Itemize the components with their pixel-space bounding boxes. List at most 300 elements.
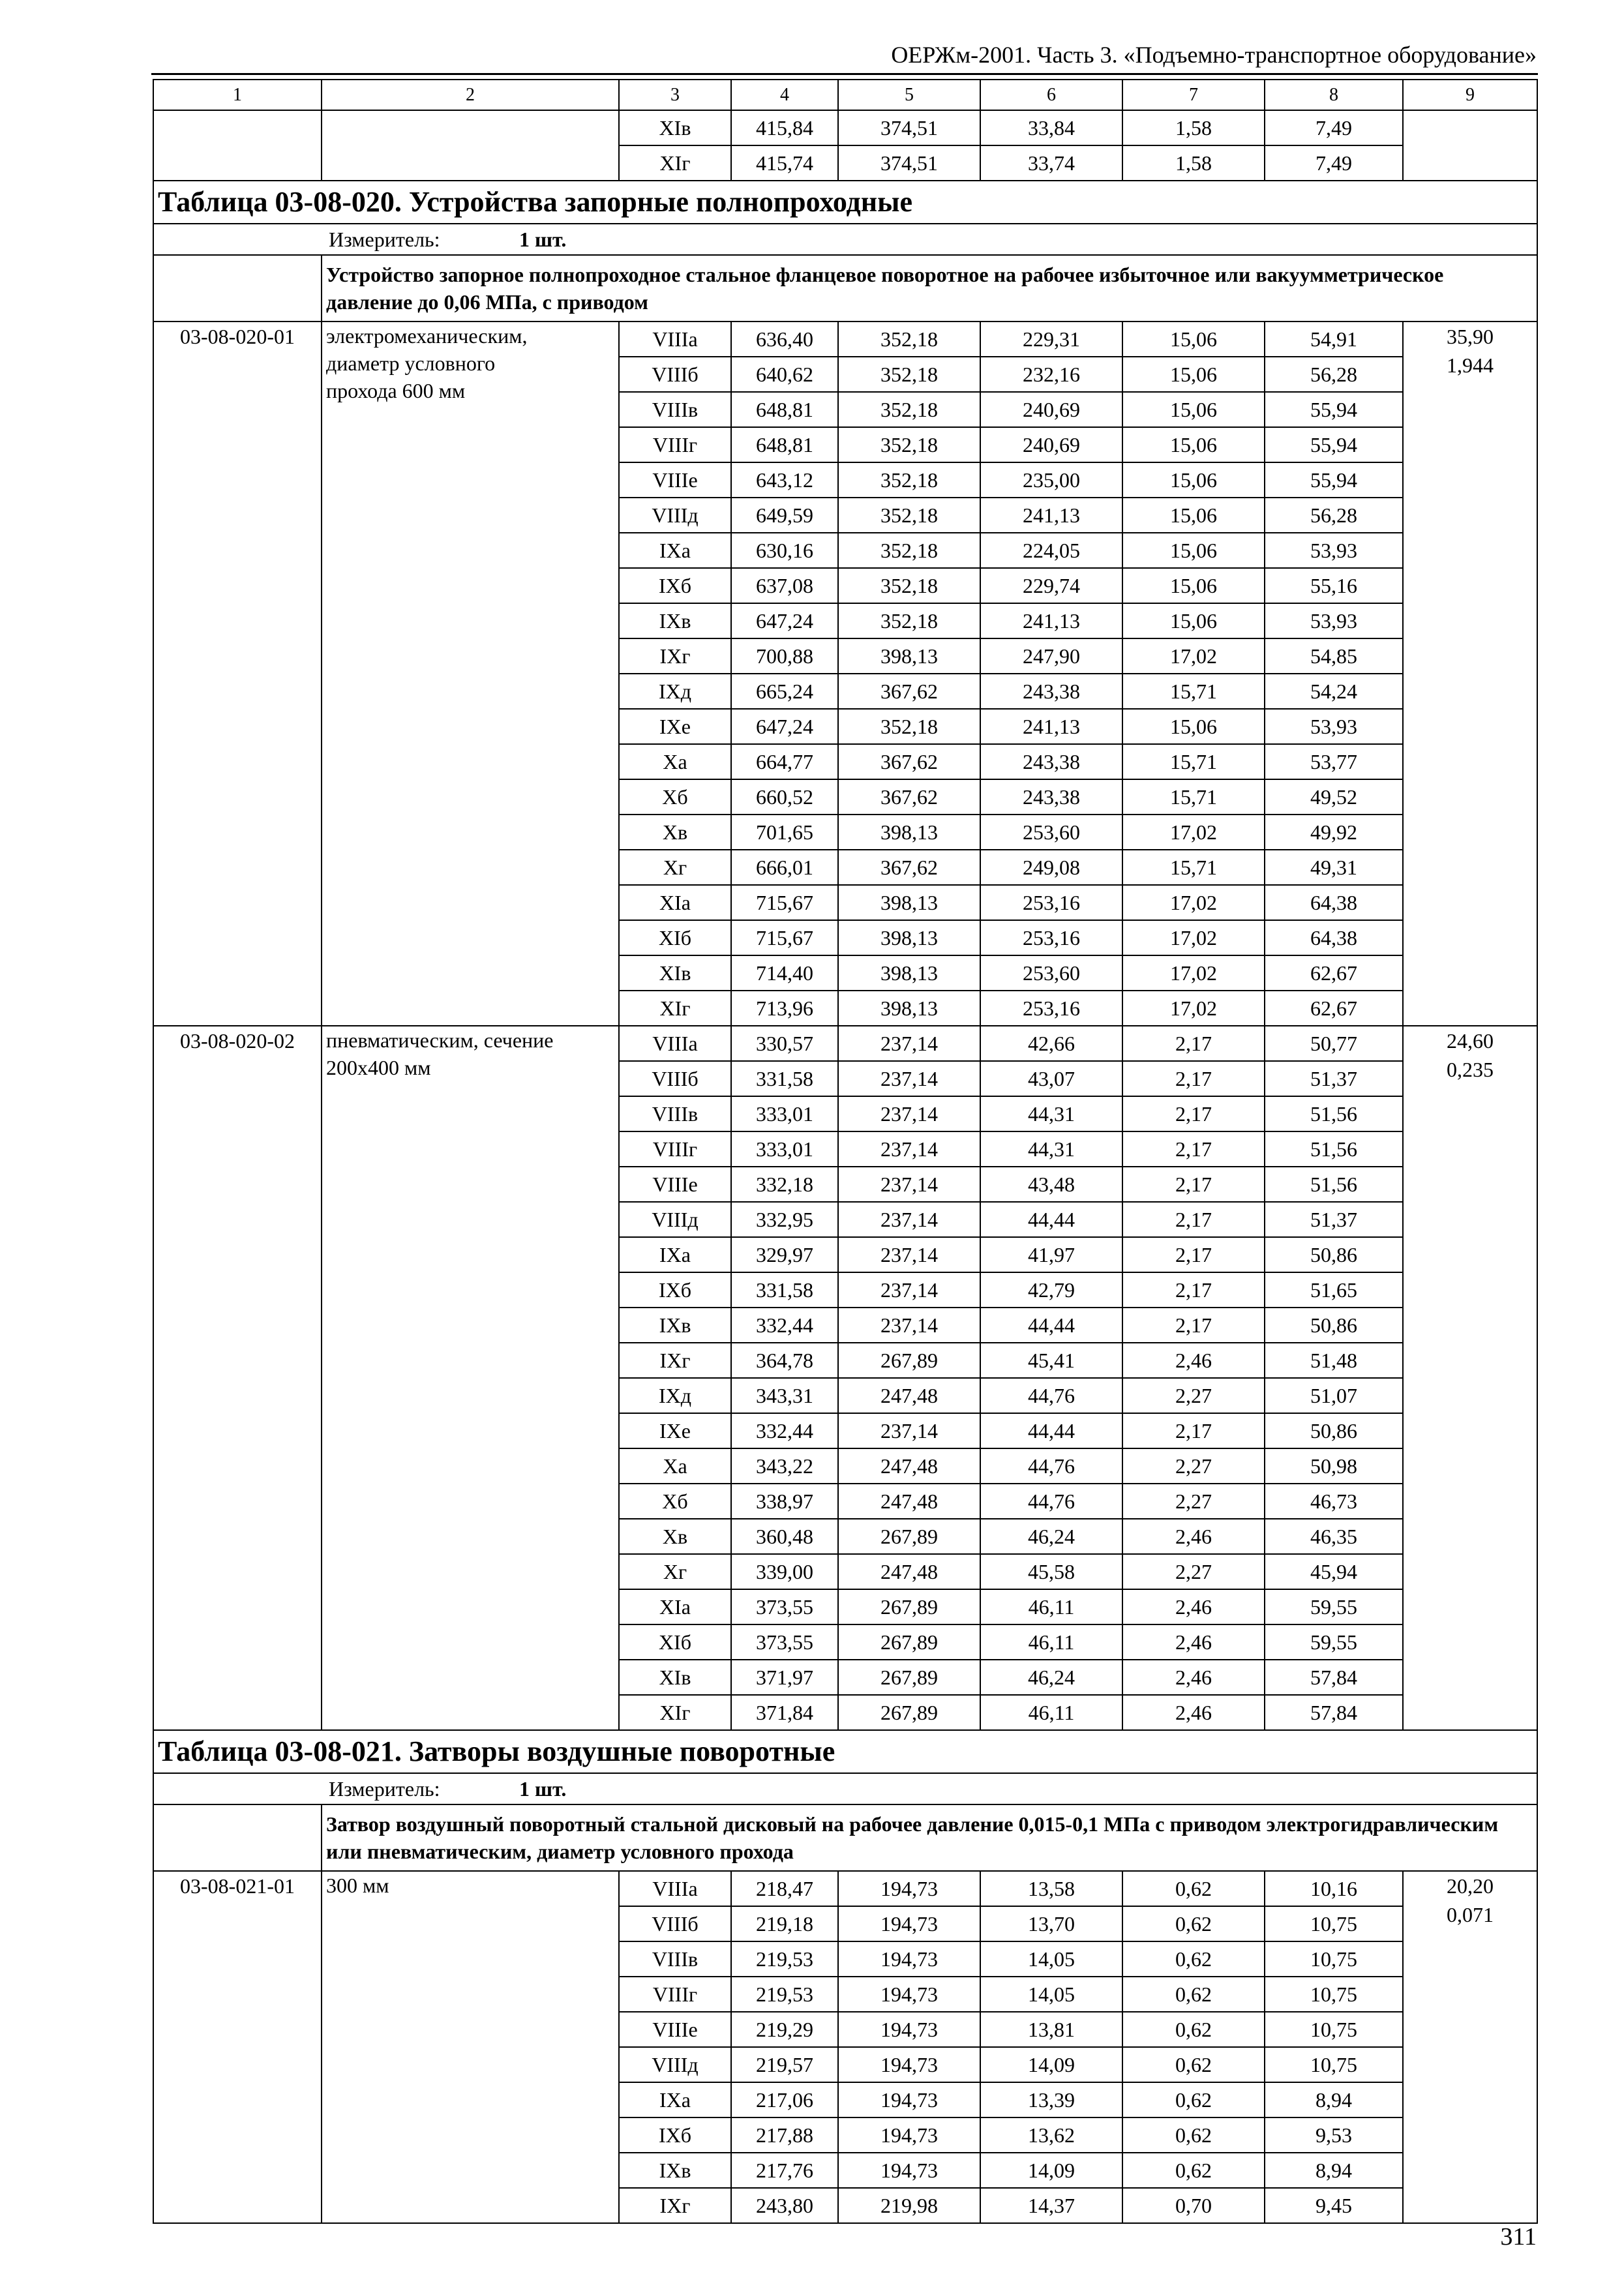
value-cell: 54,85 bbox=[1265, 638, 1403, 674]
value-cell: 13,58 bbox=[980, 1871, 1122, 1906]
region-cell: XIв bbox=[619, 955, 731, 991]
region-cell: Xв bbox=[619, 815, 731, 850]
value-cell: 53,77 bbox=[1265, 744, 1403, 779]
value-cell: 640,62 bbox=[731, 357, 838, 392]
value-cell: 0,62 bbox=[1122, 1906, 1265, 1941]
value-cell: 647,24 bbox=[731, 603, 838, 638]
description-cell bbox=[322, 1871, 619, 2223]
value-cell: 51,56 bbox=[1265, 1131, 1403, 1167]
value-cell: 53,93 bbox=[1265, 603, 1403, 638]
value-cell: 44,76 bbox=[980, 1484, 1122, 1519]
value-cell: 50,86 bbox=[1265, 1308, 1403, 1343]
value-cell: 14,37 bbox=[980, 2188, 1122, 2223]
region-cell: IXд bbox=[619, 1378, 731, 1413]
value-cell: 46,11 bbox=[980, 1695, 1122, 1730]
value-cell: 17,02 bbox=[1122, 955, 1265, 991]
value-cell: 10,75 bbox=[1265, 1906, 1403, 1941]
value-cell: 1,58 bbox=[1122, 110, 1265, 145]
column-number: 7 bbox=[1122, 80, 1265, 110]
value-cell: 15,06 bbox=[1122, 322, 1265, 357]
region-cell: VIIIв bbox=[619, 1096, 731, 1131]
value-cell: 0,62 bbox=[1122, 2082, 1265, 2117]
value-cell: 267,89 bbox=[838, 1695, 980, 1730]
value-cell: 352,18 bbox=[838, 603, 980, 638]
value-cell: 253,16 bbox=[980, 920, 1122, 955]
value-cell: 637,08 bbox=[731, 568, 838, 603]
value-cell: 647,24 bbox=[731, 709, 838, 744]
value-cell: 62,67 bbox=[1265, 955, 1403, 991]
code-cell: 03-08-020-01 bbox=[153, 322, 322, 1026]
value-cell: 2,27 bbox=[1122, 1554, 1265, 1589]
value-cell: 45,58 bbox=[980, 1554, 1122, 1589]
value-cell: 194,73 bbox=[838, 1906, 980, 1941]
value-cell: 46,11 bbox=[980, 1624, 1122, 1660]
value-cell: 51,37 bbox=[1265, 1202, 1403, 1237]
table-row bbox=[153, 322, 1537, 357]
region-cell: VIIIб bbox=[619, 357, 731, 392]
value-cell: 2,46 bbox=[1122, 1695, 1265, 1730]
value-cell: 332,44 bbox=[731, 1308, 838, 1343]
value-cell: 55,94 bbox=[1265, 462, 1403, 498]
value-cell: 237,14 bbox=[838, 1272, 980, 1308]
section-row bbox=[153, 255, 1537, 322]
value-cell: 56,28 bbox=[1265, 498, 1403, 533]
value-cell: 2,17 bbox=[1122, 1131, 1265, 1167]
value-cell: 2,17 bbox=[1122, 1026, 1265, 1061]
value-cell: 15,06 bbox=[1122, 392, 1265, 427]
value-cell: 45,41 bbox=[980, 1343, 1122, 1378]
region-cell: Xа bbox=[619, 744, 731, 779]
value-cell: 49,31 bbox=[1265, 850, 1403, 885]
value-cell: 329,97 bbox=[731, 1237, 838, 1272]
value-cell: 235,00 bbox=[980, 462, 1122, 498]
value-cell: 10,75 bbox=[1265, 2012, 1403, 2047]
value-cell: 194,73 bbox=[838, 1871, 980, 1906]
value-cell: 398,13 bbox=[838, 815, 980, 850]
value-cell: 237,14 bbox=[838, 1308, 980, 1343]
value-cell: 241,13 bbox=[980, 498, 1122, 533]
value-cell: 10,75 bbox=[1265, 1977, 1403, 2012]
table-title: Таблица 03-08-020. Устройства запорные полнопроходные bbox=[153, 181, 1537, 224]
value-cell: 15,06 bbox=[1122, 357, 1265, 392]
value-cell: 415,84 bbox=[731, 110, 838, 145]
column-number-row bbox=[153, 80, 1537, 110]
value-cell: 714,40 bbox=[731, 955, 838, 991]
value-cell: 49,52 bbox=[1265, 779, 1403, 815]
running-header: ОЕРЖм-2001. Часть 3. «Подъемно-транспортное оборудование» bbox=[891, 42, 1537, 68]
region-cell: IXе bbox=[619, 709, 731, 744]
value-cell: 46,11 bbox=[980, 1589, 1122, 1624]
value-cell: 267,89 bbox=[838, 1660, 980, 1695]
value-cell: 0,70 bbox=[1122, 2188, 1265, 2223]
value-cell: 237,14 bbox=[838, 1413, 980, 1448]
description-line: 200х400 мм bbox=[326, 1056, 431, 1079]
value-cell: 15,71 bbox=[1122, 674, 1265, 709]
value-cell: 367,62 bbox=[838, 779, 980, 815]
table-title-row bbox=[153, 1730, 1537, 1773]
region-cell: IXб bbox=[619, 568, 731, 603]
value-cell: 237,14 bbox=[838, 1131, 980, 1167]
value-cell: 237,14 bbox=[838, 1096, 980, 1131]
value-cell: 398,13 bbox=[838, 885, 980, 920]
region-cell: XIв bbox=[619, 110, 731, 145]
value-cell: 9,45 bbox=[1265, 2188, 1403, 2223]
value-cell: 49,92 bbox=[1265, 815, 1403, 850]
value-cell: 352,18 bbox=[838, 427, 980, 462]
region-cell: Xб bbox=[619, 1484, 731, 1519]
table-row bbox=[153, 1871, 1537, 1906]
value-cell: 352,18 bbox=[838, 533, 980, 568]
value-cell: 0,62 bbox=[1122, 2047, 1265, 2082]
value-cell: 415,74 bbox=[731, 145, 838, 181]
value-cell: 44,44 bbox=[980, 1308, 1122, 1343]
region-cell: IXв bbox=[619, 603, 731, 638]
col9-cell bbox=[1403, 1026, 1537, 1730]
col9-value: 0,235 bbox=[1447, 1058, 1494, 1081]
value-cell: 8,94 bbox=[1265, 2082, 1403, 2117]
value-cell: 367,62 bbox=[838, 744, 980, 779]
value-cell: 243,38 bbox=[980, 744, 1122, 779]
region-cell: IXв bbox=[619, 1308, 731, 1343]
value-cell: 46,35 bbox=[1265, 1519, 1403, 1554]
region-cell: XIб bbox=[619, 920, 731, 955]
description-line: прохода 600 мм bbox=[326, 379, 466, 402]
region-cell: VIIIг bbox=[619, 427, 731, 462]
value-cell: 17,02 bbox=[1122, 920, 1265, 955]
value-cell: 332,18 bbox=[731, 1167, 838, 1202]
value-cell: 253,16 bbox=[980, 991, 1122, 1026]
value-cell: 55,16 bbox=[1265, 568, 1403, 603]
value-cell: 194,73 bbox=[838, 1941, 980, 1977]
value-cell: 51,56 bbox=[1265, 1096, 1403, 1131]
value-cell: 194,73 bbox=[838, 2012, 980, 2047]
description-cell bbox=[322, 1026, 619, 1730]
value-cell: 55,94 bbox=[1265, 427, 1403, 462]
value-cell: 219,29 bbox=[731, 2012, 838, 2047]
col9-value: 20,20 bbox=[1447, 1874, 1494, 1898]
value-cell: 41,97 bbox=[980, 1237, 1122, 1272]
value-cell: 229,74 bbox=[980, 568, 1122, 603]
section-indent-cell bbox=[153, 255, 322, 322]
value-cell: 240,69 bbox=[980, 392, 1122, 427]
region-cell: XIа bbox=[619, 885, 731, 920]
value-cell: 643,12 bbox=[731, 462, 838, 498]
value-cell: 55,94 bbox=[1265, 392, 1403, 427]
col9-value: 1,944 bbox=[1447, 353, 1494, 377]
value-cell: 14,05 bbox=[980, 1977, 1122, 2012]
value-cell: 373,55 bbox=[731, 1589, 838, 1624]
value-cell: 398,13 bbox=[838, 638, 980, 674]
value-cell: 648,81 bbox=[731, 392, 838, 427]
value-cell: 332,95 bbox=[731, 1202, 838, 1237]
value-cell: 352,18 bbox=[838, 357, 980, 392]
value-cell: 398,13 bbox=[838, 955, 980, 991]
value-cell: 10,75 bbox=[1265, 2047, 1403, 2082]
value-cell: 194,73 bbox=[838, 2117, 980, 2153]
region-cell: IXа bbox=[619, 1237, 731, 1272]
value-cell: 237,14 bbox=[838, 1026, 980, 1061]
value-cell: 7,49 bbox=[1265, 110, 1403, 145]
region-cell: IXг bbox=[619, 2188, 731, 2223]
value-cell: 17,02 bbox=[1122, 885, 1265, 920]
table-title-row bbox=[153, 181, 1537, 224]
section-indent-cell bbox=[153, 1804, 322, 1871]
region-cell: VIIIг bbox=[619, 1977, 731, 2012]
value-cell: 253,16 bbox=[980, 885, 1122, 920]
value-cell: 2,17 bbox=[1122, 1061, 1265, 1096]
value-cell: 343,22 bbox=[731, 1448, 838, 1484]
value-cell: 243,38 bbox=[980, 779, 1122, 815]
value-cell: 14,09 bbox=[980, 2047, 1122, 2082]
meter-label: Измеритель: bbox=[329, 1777, 440, 1801]
value-cell: 13,70 bbox=[980, 1906, 1122, 1941]
value-cell: 217,06 bbox=[731, 2082, 838, 2117]
value-cell: 701,65 bbox=[731, 815, 838, 850]
value-cell: 45,94 bbox=[1265, 1554, 1403, 1589]
column-number: 2 bbox=[322, 80, 619, 110]
value-cell: 352,18 bbox=[838, 498, 980, 533]
value-cell: 2,46 bbox=[1122, 1519, 1265, 1554]
value-cell: 44,31 bbox=[980, 1131, 1122, 1167]
value-cell: 664,77 bbox=[731, 744, 838, 779]
value-cell: 352,18 bbox=[838, 462, 980, 498]
section-heading: Затвор воздушный поворотный стальной дисковый на рабочее давление 0,015-0,1 МПа с приводом электрогидравлическим или пневматическим, диаметр условного прохода bbox=[322, 1804, 1537, 1871]
value-cell: 243,38 bbox=[980, 674, 1122, 709]
value-cell: 398,13 bbox=[838, 920, 980, 955]
value-cell: 374,51 bbox=[838, 110, 980, 145]
value-cell: 50,86 bbox=[1265, 1413, 1403, 1448]
value-cell: 2,17 bbox=[1122, 1096, 1265, 1131]
col9-value: 24,60 bbox=[1447, 1029, 1494, 1053]
value-cell: 43,48 bbox=[980, 1167, 1122, 1202]
region-cell: VIIIд bbox=[619, 1202, 731, 1237]
value-cell: 2,27 bbox=[1122, 1378, 1265, 1413]
region-cell: VIIIе bbox=[619, 2012, 731, 2047]
value-cell: 64,38 bbox=[1265, 920, 1403, 955]
value-cell: 13,62 bbox=[980, 2117, 1122, 2153]
value-cell: 15,06 bbox=[1122, 427, 1265, 462]
value-cell: 249,08 bbox=[980, 850, 1122, 885]
description-cell bbox=[322, 322, 619, 1026]
value-cell: 46,24 bbox=[980, 1519, 1122, 1554]
value-cell: 2,27 bbox=[1122, 1484, 1265, 1519]
value-cell: 44,44 bbox=[980, 1413, 1122, 1448]
value-cell: 360,48 bbox=[731, 1519, 838, 1554]
value-cell: 10,75 bbox=[1265, 1941, 1403, 1977]
value-cell: 374,51 bbox=[838, 145, 980, 181]
code-cell: 03-08-020-02 bbox=[153, 1026, 322, 1730]
value-cell: 53,93 bbox=[1265, 533, 1403, 568]
region-cell: VIIIв bbox=[619, 1941, 731, 1977]
value-cell: 247,48 bbox=[838, 1484, 980, 1519]
value-cell: 17,02 bbox=[1122, 638, 1265, 674]
region-cell: VIIIа bbox=[619, 322, 731, 357]
region-cell: XIб bbox=[619, 1624, 731, 1660]
value-cell: 333,01 bbox=[731, 1096, 838, 1131]
value-cell: 50,77 bbox=[1265, 1026, 1403, 1061]
value-cell: 331,58 bbox=[731, 1272, 838, 1308]
region-cell: Xб bbox=[619, 779, 731, 815]
value-cell: 241,13 bbox=[980, 603, 1122, 638]
region-cell: VIIIд bbox=[619, 498, 731, 533]
value-cell: 54,91 bbox=[1265, 322, 1403, 357]
value-cell: 44,76 bbox=[980, 1448, 1122, 1484]
value-cell: 42,66 bbox=[980, 1026, 1122, 1061]
value-cell: 51,65 bbox=[1265, 1272, 1403, 1308]
value-cell: 332,44 bbox=[731, 1413, 838, 1448]
region-cell: IXб bbox=[619, 2117, 731, 2153]
value-cell: 15,71 bbox=[1122, 850, 1265, 885]
value-cell: 267,89 bbox=[838, 1589, 980, 1624]
value-cell: 42,79 bbox=[980, 1272, 1122, 1308]
value-cell: 253,60 bbox=[980, 955, 1122, 991]
value-cell: 46,24 bbox=[980, 1660, 1122, 1695]
region-cell: Xв bbox=[619, 1519, 731, 1554]
value-cell: 14,09 bbox=[980, 2153, 1122, 2188]
col9-cell bbox=[1403, 322, 1537, 1026]
value-cell: 13,81 bbox=[980, 2012, 1122, 2047]
region-cell: VIIIв bbox=[619, 392, 731, 427]
region-cell: XIг bbox=[619, 1695, 731, 1730]
value-cell: 0,62 bbox=[1122, 1871, 1265, 1906]
column-number: 6 bbox=[980, 80, 1122, 110]
value-cell: 17,02 bbox=[1122, 815, 1265, 850]
value-cell: 229,31 bbox=[980, 322, 1122, 357]
value-cell: 0,62 bbox=[1122, 1977, 1265, 2012]
value-cell: 364,78 bbox=[731, 1343, 838, 1378]
value-cell: 64,38 bbox=[1265, 885, 1403, 920]
value-cell: 373,55 bbox=[731, 1624, 838, 1660]
region-cell: VIIIе bbox=[619, 1167, 731, 1202]
value-cell: 15,06 bbox=[1122, 533, 1265, 568]
value-cell: 247,48 bbox=[838, 1448, 980, 1484]
value-cell: 338,97 bbox=[731, 1484, 838, 1519]
value-cell: 57,84 bbox=[1265, 1695, 1403, 1730]
meter-row bbox=[153, 224, 1537, 255]
value-cell: 232,16 bbox=[980, 357, 1122, 392]
region-cell: IXа bbox=[619, 2082, 731, 2117]
region-cell: IXв bbox=[619, 2153, 731, 2188]
region-cell: Xг bbox=[619, 850, 731, 885]
region-cell: IXа bbox=[619, 533, 731, 568]
value-cell: 46,73 bbox=[1265, 1484, 1403, 1519]
value-cell: 56,28 bbox=[1265, 357, 1403, 392]
value-cell: 15,06 bbox=[1122, 603, 1265, 638]
value-cell: 267,89 bbox=[838, 1343, 980, 1378]
value-cell: 630,16 bbox=[731, 533, 838, 568]
value-cell: 17,02 bbox=[1122, 991, 1265, 1026]
value-cell: 352,18 bbox=[838, 709, 980, 744]
value-cell: 267,89 bbox=[838, 1519, 980, 1554]
value-cell: 0,62 bbox=[1122, 2117, 1265, 2153]
value-cell: 51,48 bbox=[1265, 1343, 1403, 1378]
section-heading: Устройство запорное полнопроходное стальное фланцевое поворотное на рабочее избыточное или вакуумметрическое давление до 0,06 МПа, с приводом bbox=[322, 255, 1537, 322]
value-cell: 8,94 bbox=[1265, 2153, 1403, 2188]
value-cell: 15,06 bbox=[1122, 462, 1265, 498]
value-cell: 398,13 bbox=[838, 991, 980, 1026]
value-cell: 50,98 bbox=[1265, 1448, 1403, 1484]
value-cell: 7,49 bbox=[1265, 145, 1403, 181]
meter-cell bbox=[153, 1773, 1537, 1804]
value-cell: 0,62 bbox=[1122, 2153, 1265, 2188]
region-cell: IXб bbox=[619, 1272, 731, 1308]
value-cell: 247,90 bbox=[980, 638, 1122, 674]
value-cell: 194,73 bbox=[838, 2082, 980, 2117]
value-cell: 33,84 bbox=[980, 110, 1122, 145]
value-cell: 44,44 bbox=[980, 1202, 1122, 1237]
region-cell: VIIIб bbox=[619, 1906, 731, 1941]
header-rule bbox=[151, 73, 1538, 75]
value-cell: 14,05 bbox=[980, 1941, 1122, 1977]
value-cell: 2,46 bbox=[1122, 1589, 1265, 1624]
price-table bbox=[153, 79, 1538, 2224]
table-title: Таблица 03-08-021. Затворы воздушные поворотные bbox=[153, 1730, 1537, 1773]
value-cell: 15,71 bbox=[1122, 779, 1265, 815]
region-cell: IXд bbox=[619, 674, 731, 709]
value-cell: 352,18 bbox=[838, 322, 980, 357]
value-cell: 237,14 bbox=[838, 1061, 980, 1096]
value-cell: 62,67 bbox=[1265, 991, 1403, 1026]
value-cell: 240,69 bbox=[980, 427, 1122, 462]
value-cell: 2,17 bbox=[1122, 1308, 1265, 1343]
region-cell: IXг bbox=[619, 638, 731, 674]
value-cell: 649,59 bbox=[731, 498, 838, 533]
value-cell: 219,98 bbox=[838, 2188, 980, 2223]
table-row bbox=[153, 1026, 1537, 1061]
value-cell: 247,48 bbox=[838, 1378, 980, 1413]
value-cell: 241,13 bbox=[980, 709, 1122, 744]
region-cell: IXг bbox=[619, 1343, 731, 1378]
value-cell: 2,46 bbox=[1122, 1343, 1265, 1378]
value-cell: 700,88 bbox=[731, 638, 838, 674]
value-cell: 2,17 bbox=[1122, 1237, 1265, 1272]
column-number: 9 bbox=[1403, 80, 1537, 110]
value-cell: 15,71 bbox=[1122, 744, 1265, 779]
value-cell: 237,14 bbox=[838, 1202, 980, 1237]
value-cell: 2,27 bbox=[1122, 1448, 1265, 1484]
region-cell: XIа bbox=[619, 1589, 731, 1624]
col9-value: 35,90 bbox=[1447, 325, 1494, 348]
value-cell: 331,58 bbox=[731, 1061, 838, 1096]
code-cell: 03-08-021-01 bbox=[153, 1871, 322, 2223]
col9-value: 0,071 bbox=[1447, 1903, 1494, 1926]
value-cell: 2,17 bbox=[1122, 1202, 1265, 1237]
region-cell: Xа bbox=[619, 1448, 731, 1484]
description-cell bbox=[322, 110, 619, 181]
region-cell: VIIIе bbox=[619, 462, 731, 498]
column-number: 4 bbox=[731, 80, 838, 110]
region-cell: IXе bbox=[619, 1413, 731, 1448]
value-cell: 219,57 bbox=[731, 2047, 838, 2082]
value-cell: 15,06 bbox=[1122, 498, 1265, 533]
column-number: 1 bbox=[153, 80, 322, 110]
value-cell: 330,57 bbox=[731, 1026, 838, 1061]
column-number: 5 bbox=[838, 80, 980, 110]
value-cell: 660,52 bbox=[731, 779, 838, 815]
value-cell: 10,16 bbox=[1265, 1871, 1403, 1906]
region-cell: Xг bbox=[619, 1554, 731, 1589]
region-cell: XIг bbox=[619, 145, 731, 181]
value-cell: 352,18 bbox=[838, 392, 980, 427]
description-line: электромеханическим, bbox=[326, 324, 528, 348]
value-cell: 57,84 bbox=[1265, 1660, 1403, 1695]
value-cell: 367,62 bbox=[838, 850, 980, 885]
value-cell: 713,96 bbox=[731, 991, 838, 1026]
value-cell: 194,73 bbox=[838, 2047, 980, 2082]
value-cell: 44,31 bbox=[980, 1096, 1122, 1131]
region-cell: VIIIг bbox=[619, 1131, 731, 1167]
value-cell: 715,67 bbox=[731, 920, 838, 955]
